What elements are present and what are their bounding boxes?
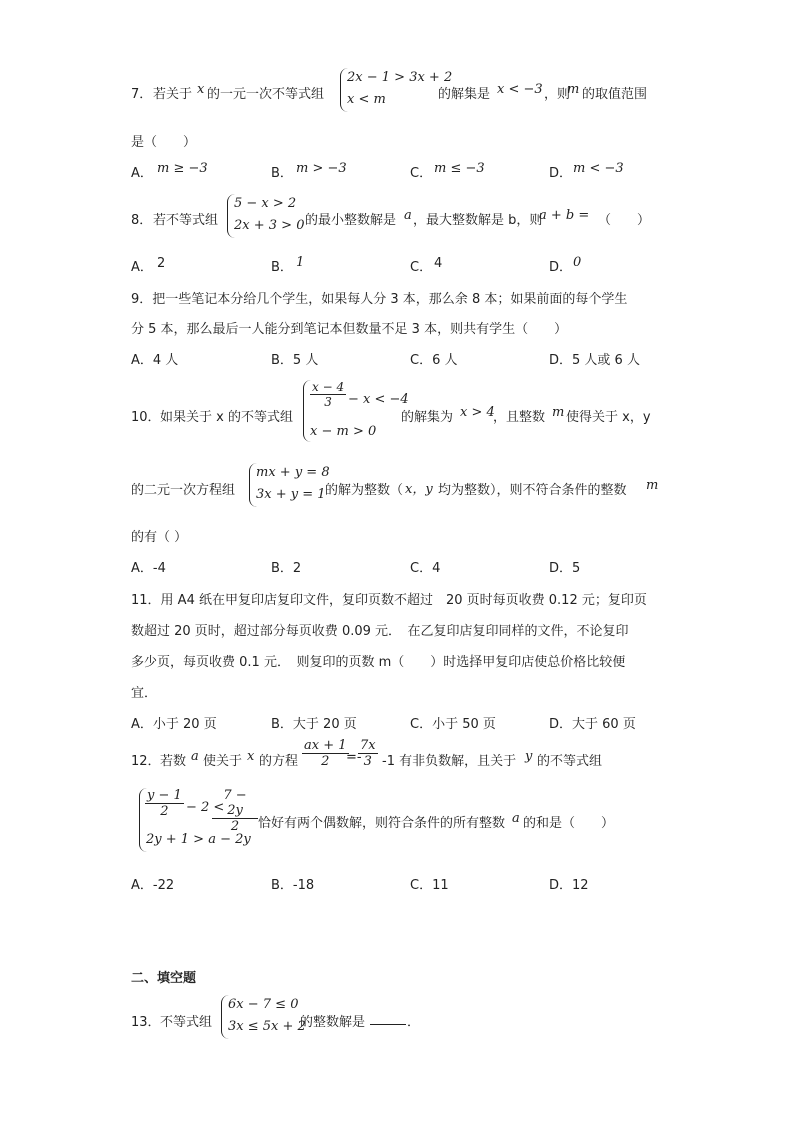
q10-var-m2: m bbox=[646, 478, 659, 493]
q8-option-a: 2 bbox=[157, 256, 166, 271]
q7-option-d: m < −3 bbox=[573, 161, 624, 176]
q7-var-x: x bbox=[197, 82, 205, 97]
q10-var-m: m bbox=[552, 405, 565, 420]
q8-option-d-label: D． bbox=[549, 260, 573, 275]
q12-option-b: B．-18 bbox=[271, 878, 315, 893]
q12-sys-f1-denominator: 2 bbox=[160, 804, 169, 819]
q8-option-c-label: C． bbox=[410, 260, 433, 275]
q12-option-a: A．-22 bbox=[131, 878, 175, 893]
q12-option-d: D．12 bbox=[549, 878, 589, 893]
q10-inequality-system bbox=[303, 380, 409, 442]
q12-sys-f2-denominator: 2 bbox=[230, 819, 240, 834]
q12-f2-denominator: 3 bbox=[363, 754, 372, 769]
q10-line3: 的有（ ） bbox=[131, 530, 188, 545]
q12-text-post3: 恰好有两个偶数解，则符合条件的所有整数 bbox=[258, 816, 506, 831]
q9-option-a: A．4 人 bbox=[131, 353, 179, 368]
q10-eq2: x − m > 0 bbox=[310, 424, 377, 439]
q8-eq2: 2x + 3 > 0 bbox=[234, 218, 305, 233]
q11-line4: 宜． bbox=[131, 686, 158, 701]
q9-line1: 9．把一些笔记本分给几个学生，如果每人分 3 本，那么余 8 本；如果前面的每个学生 bbox=[131, 292, 628, 307]
q10-option-c: C．4 bbox=[410, 561, 441, 576]
q12-text-mid2: 的方程 bbox=[259, 754, 299, 769]
q12-sys-fraction-2 bbox=[212, 788, 258, 834]
q8-option-c: 4 bbox=[434, 256, 443, 271]
q8-text-pre: 若不等式组 bbox=[153, 213, 219, 228]
q10-text-post3: 使得关于 x，y bbox=[566, 410, 651, 425]
q7-number: 7． bbox=[131, 87, 153, 102]
q11-line2: 数超过 20 页时，超过部分每页收费 0.09 元． 在乙复印店复印同样的文件，不论复印 bbox=[131, 624, 629, 639]
q12-sys-mid: − 2 < bbox=[186, 800, 225, 815]
q8-expression: a + b = bbox=[539, 208, 590, 223]
q10-fraction-denominator: 3 bbox=[324, 395, 332, 409]
q12-var-y: y bbox=[525, 749, 533, 764]
q12-equals: =- bbox=[346, 750, 362, 765]
q10-solution: x > 4 bbox=[460, 405, 495, 420]
q8-var-a: a bbox=[404, 208, 412, 223]
q7-eq1: 2x − 1 > 3x + 2 bbox=[347, 70, 453, 85]
q12-var-x: x bbox=[247, 749, 255, 764]
q10-sys-eq2: 3x + y = 1 bbox=[256, 487, 326, 502]
q10-text-post1: 的解集为 bbox=[401, 410, 454, 425]
q10-line2-post: 的解为整数（ bbox=[325, 483, 404, 498]
q8-text-post2: ，最大整数解是 b，则 bbox=[413, 213, 543, 228]
q7-text-post2: ，则 bbox=[544, 87, 571, 102]
q8-text-post3: （ ） bbox=[598, 213, 651, 228]
q12-inequality-system bbox=[139, 788, 258, 852]
q11-option-b: B．大于 20 页 bbox=[271, 717, 357, 732]
q8-option-b: 1 bbox=[296, 255, 305, 270]
q12-sys-f1-numerator: y − 1 bbox=[147, 788, 182, 803]
q11-line3: 多少页，每页收费 0.1 元． 则复印的页数 m（ ）时选择甲复印店使总价格比较便 bbox=[131, 655, 626, 670]
q9-line2: 分 5 本，那么最后一人能分到笔记本但数量不足 3 本，则共有学生（ ） bbox=[131, 322, 568, 337]
q12-sys-f2-numerator: 7 − 2y bbox=[212, 788, 258, 819]
q7-text-post3: 的取值范围 bbox=[582, 87, 648, 102]
q13-text-post: 的整数解是 bbox=[300, 1015, 366, 1030]
q12-sys-fraction-1 bbox=[145, 788, 184, 819]
q8-eq1: 5 − x > 2 bbox=[234, 196, 297, 211]
q12-f1-numerator: ax + 1 bbox=[304, 738, 347, 753]
section-heading-fill-in: 二、填空题 bbox=[131, 971, 197, 986]
q10-option-a: A．-4 bbox=[131, 561, 166, 576]
q13-number: 13． bbox=[131, 1015, 161, 1030]
q7-text-mid: 的一元一次不等式组 bbox=[207, 87, 325, 102]
q10-text-pre: 如果关于 x 的不等式组 bbox=[160, 410, 293, 425]
q9-option-c: C．6 人 bbox=[410, 353, 458, 368]
q12-text-post1: -1 有非负数解，且关于 bbox=[382, 754, 517, 769]
q12-f1-denominator: 2 bbox=[321, 754, 330, 769]
q13-eq1: 6x − 7 ≤ 0 bbox=[228, 997, 299, 1012]
q7-option-c-label: C． bbox=[410, 166, 433, 181]
q12-sys-eq2: 2y + 1 > a − 2y bbox=[146, 832, 251, 847]
q10-line2-post2: 均为整数），则不符合条件的整数 bbox=[438, 483, 627, 498]
q7-solution: x < −3 bbox=[497, 82, 543, 97]
q7-eq2: x < m bbox=[347, 92, 386, 107]
q7-line2: 是（ ） bbox=[131, 135, 197, 150]
q12-fraction-1 bbox=[302, 738, 349, 769]
q7-option-c: m ≤ −3 bbox=[434, 161, 485, 176]
q12-fraction-2 bbox=[358, 738, 378, 769]
q13-eq2: 3x ≤ 5x + 2 bbox=[228, 1019, 306, 1034]
q13-text-pre: 不等式组 bbox=[160, 1015, 213, 1030]
q8-option-d: 0 bbox=[573, 255, 582, 270]
q10-fraction-numerator: x − 4 bbox=[312, 380, 345, 394]
q8-inequality-system bbox=[227, 194, 304, 238]
q8-text-post1: 的最小整数解是 bbox=[305, 213, 397, 228]
q12-var-a: a bbox=[191, 749, 199, 764]
q7-option-b-label: B． bbox=[271, 166, 293, 181]
q7-option-a-label: A． bbox=[131, 166, 153, 181]
q13-inequality-system bbox=[221, 995, 306, 1039]
q10-equation-system bbox=[249, 463, 330, 507]
q10-fraction bbox=[310, 380, 346, 409]
q7-option-b: m > −3 bbox=[296, 161, 347, 176]
q12-var-a2: a bbox=[512, 811, 520, 826]
q7-var-m: m bbox=[567, 82, 580, 97]
q9-option-d: D．5 人或 6 人 bbox=[549, 353, 640, 368]
q9-option-b: B．5 人 bbox=[271, 353, 319, 368]
q10-xy: x，y bbox=[405, 482, 433, 497]
q11-option-c: C．小于 50 页 bbox=[410, 717, 496, 732]
q7-text-post1: 的解集是 bbox=[438, 87, 491, 102]
q10-number: 10． bbox=[131, 410, 161, 425]
q12-text-pre: 若数 bbox=[160, 754, 187, 769]
q7-text-pre: 若关于 bbox=[153, 87, 193, 102]
q10-sys-eq1: mx + y = 8 bbox=[256, 465, 330, 480]
q7-option-d-label: D． bbox=[549, 166, 573, 181]
q7-option-a: m ≥ −3 bbox=[157, 161, 208, 176]
q12-f2-numerator: 7x bbox=[360, 738, 376, 753]
q10-text-post2: ，且整数 bbox=[493, 410, 546, 425]
q12-text-post4: 的和是（ ） bbox=[523, 816, 615, 831]
q8-option-a-label: A． bbox=[131, 260, 153, 275]
q10-eq1-rest: − x < −4 bbox=[348, 392, 409, 407]
q10-option-b: B．2 bbox=[271, 561, 302, 576]
q10-option-d: D．5 bbox=[549, 561, 581, 576]
q7-inequality-system bbox=[340, 68, 453, 112]
q11-line1: 11．用 A4 纸在甲复印店复印文件，复印页数不超过 20 页时每页收费 0.12 元；复印页 bbox=[131, 593, 647, 608]
q13-end: ． bbox=[407, 1015, 421, 1030]
q11-option-d: D．大于 60 页 bbox=[549, 717, 636, 732]
q13-answer-blank[interactable] bbox=[370, 1012, 406, 1025]
q12-number: 12． bbox=[131, 754, 161, 769]
q12-option-c: C．11 bbox=[410, 878, 449, 893]
q8-option-b-label: B． bbox=[271, 260, 293, 275]
q10-line2-pre: 的二元一次方程组 bbox=[131, 483, 236, 498]
q12-text-post2: 的不等式组 bbox=[537, 754, 603, 769]
q8-number: 8． bbox=[131, 213, 153, 228]
q12-text-mid1: 使关于 bbox=[203, 754, 243, 769]
q11-option-a: A．小于 20 页 bbox=[131, 717, 217, 732]
